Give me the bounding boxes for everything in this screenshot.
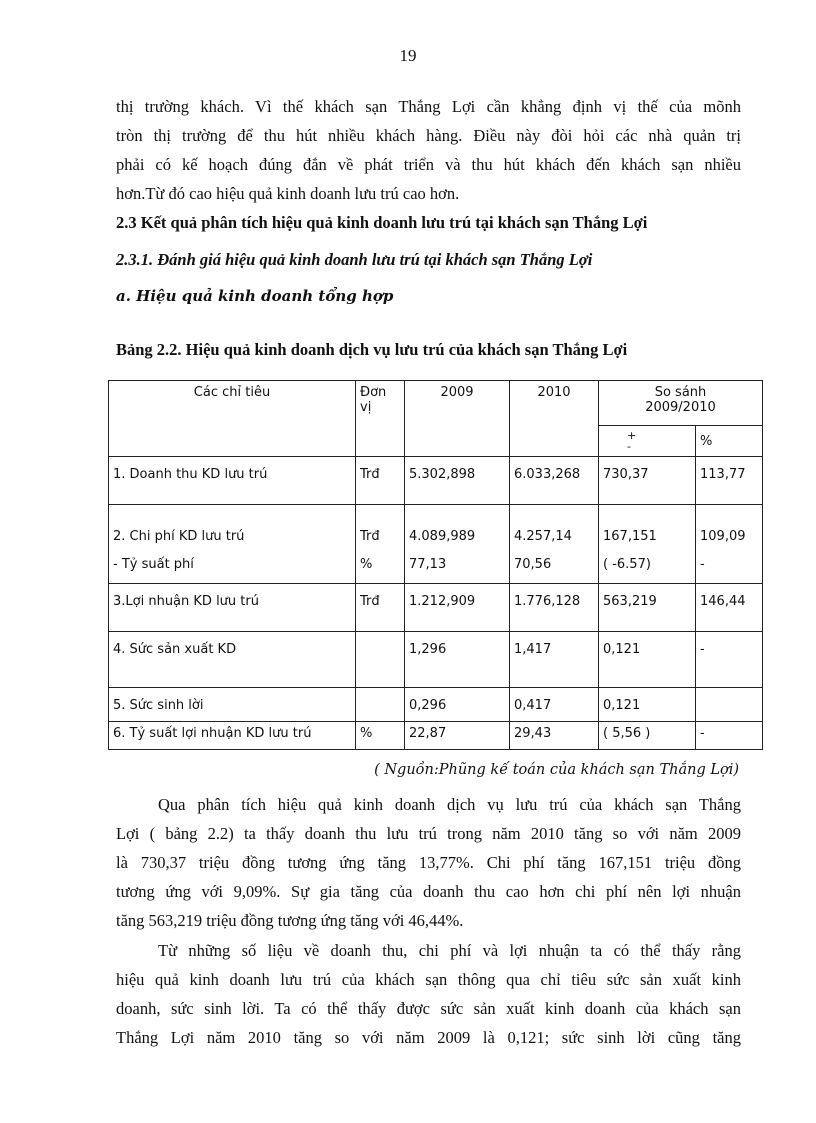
cell-line: 109,09 xyxy=(700,529,746,544)
cell-2009: 5.302,898 xyxy=(405,457,510,505)
cell-2010: 1.776,128 xyxy=(510,584,599,632)
table-source-note: ( Nguồn:Phũng kế toán của khách sạn Thắng Lợi) xyxy=(374,762,739,778)
text-line: thị trường khách. Vì thế khách sạn Thắng Lợi cần khẳng định vị thế của mõnh xyxy=(116,97,741,116)
cell-percent: - xyxy=(696,632,763,688)
cell-percent: - xyxy=(696,722,763,750)
cell-line: 4.257,14 xyxy=(514,529,572,544)
cell-diff: 563,219 xyxy=(599,584,696,632)
cell-indicator: 4. Sức sản xuất KD xyxy=(109,632,356,688)
cell-2010 xyxy=(510,505,599,584)
header-2010: 2010 xyxy=(510,381,599,457)
section-heading-2-3: 2.3 Kết quả phân tích hiệu quả kinh doanh lưu trú tại khách sạn Thắng Lợi xyxy=(116,213,648,232)
table-row xyxy=(109,505,763,584)
text-line: Từ những số liệu về doanh thu, chi phí và lợi nhuận ta có thể thấy rằng xyxy=(158,941,741,960)
cell-line: Trđ xyxy=(360,529,380,544)
header-diff-minus: - xyxy=(627,440,631,453)
text-line: tròn thị trường để thu hút nhiều khách hàng. Điều này đòi hỏi các nhà quản trị xyxy=(116,126,741,145)
table-caption: Bảng 2.2. Hiệu quả kinh doanh dịch vụ lưu trú của khách sạn Thắng Lợi xyxy=(116,340,628,359)
table-row xyxy=(109,688,763,722)
header-percent: % xyxy=(696,426,763,457)
header-unit xyxy=(356,381,405,457)
cell-unit xyxy=(356,632,405,688)
cell-line: 2. Chi phí KD lưu trú xyxy=(113,529,245,544)
cell-2010: 1,417 xyxy=(510,632,599,688)
cell-line: 70,56 xyxy=(514,557,552,572)
header-compare-line: 2009/2010 xyxy=(645,400,716,415)
cell-percent xyxy=(696,505,763,584)
header-diff-plus: + xyxy=(627,429,637,442)
header-diff xyxy=(599,426,696,457)
cell-indicator xyxy=(109,505,356,584)
page-number: 19 xyxy=(399,46,417,65)
intro-paragraph xyxy=(116,92,741,208)
table-row xyxy=(109,457,763,505)
header-compare xyxy=(599,381,763,426)
text-line: hiệu quả kinh doanh lưu trú của khách sạn thông qua chỉ tiêu sức sản xuất kinh xyxy=(116,970,741,989)
analysis-paragraph-1 xyxy=(116,790,741,935)
header-compare-line: So sánh xyxy=(654,385,707,400)
table-row xyxy=(109,632,763,688)
cell-line: 77,13 xyxy=(409,557,447,572)
text-line: tương ứng với 9,09%. Sự gia tăng của doanh thu cao hơn chi phí nên lợi nhuận xyxy=(116,882,741,901)
cell-line: 4.089,989 xyxy=(409,529,476,544)
cell-2010: 6.033,268 xyxy=(510,457,599,505)
text-line: là 730,37 triệu đồng tương ứng tăng 13,77%. Chi phí tăng 167,151 triệu đồng xyxy=(116,853,741,872)
cell-indicator: 3.Lợi nhuận KD lưu trú xyxy=(109,584,356,632)
cell-indicator: 1. Doanh thu KD lưu trú xyxy=(109,457,356,505)
table-header-row xyxy=(109,381,763,426)
cell-2009: 22,87 xyxy=(405,722,510,750)
text-line: phải có kế hoạch đúng đắn về phát triển và thu hút khách đến khách sạn nhiều xyxy=(116,155,741,174)
header-indicator: Các chỉ tiêu xyxy=(109,381,356,457)
header-unit-line: vị xyxy=(360,400,372,415)
section-heading-2-3-1: 2.3.1. Đánh giá hiệu quả kinh doanh lưu trú tại khách sạn Thắng Lợi xyxy=(116,250,593,269)
table-row xyxy=(109,584,763,632)
cell-diff: ( 5,56 ) xyxy=(599,722,696,750)
cell-line: % xyxy=(360,557,373,572)
cell-line: - xyxy=(700,557,705,572)
header-2009: 2009 xyxy=(405,381,510,457)
cell-percent: 113,77 xyxy=(696,457,763,505)
text-line: hơn.Từ đó cao hiệu quả kinh doanh lưu trú cao hơn. xyxy=(116,184,460,203)
cell-line: 167,151 xyxy=(603,529,657,544)
cell-percent: 146,44 xyxy=(696,584,763,632)
text-line: Thắng Lợi năm 2010 tăng so với năm 2009 là 0,121; sức sinh lời cũng tăng xyxy=(116,1028,741,1047)
text-line: Lợi ( bảng 2.2) ta thấy doanh thu lưu trú trong năm 2010 tăng so với năm 2009 xyxy=(116,824,741,843)
cell-indicator: 5. Sức sinh lời xyxy=(109,688,356,722)
data-table xyxy=(108,380,763,750)
cell-2009 xyxy=(405,505,510,584)
cell-unit: Trđ xyxy=(356,457,405,505)
cell-unit: % xyxy=(356,722,405,750)
cell-2010: 29,43 xyxy=(510,722,599,750)
text-line: doanh, sức sinh lời. Ta có thể thấy được sức sản xuất kinh doanh của khách sạn xyxy=(116,999,741,1018)
cell-unit xyxy=(356,688,405,722)
cell-diff: 0,121 xyxy=(599,632,696,688)
cell-2009: 0,296 xyxy=(405,688,510,722)
cell-unit: Trđ xyxy=(356,584,405,632)
cell-diff: 730,37 xyxy=(599,457,696,505)
cell-2009: 1,296 xyxy=(405,632,510,688)
cell-line: - Tỷ suất phí xyxy=(113,557,194,572)
cell-2009: 1.212,909 xyxy=(405,584,510,632)
header-unit-line: Đơn xyxy=(360,385,387,400)
analysis-paragraph-2 xyxy=(116,936,741,1052)
table-row xyxy=(109,722,763,750)
text-line: tăng 563,219 triệu đồng tương ứng tăng với 46,44%. xyxy=(116,911,464,930)
cell-2010: 0,417 xyxy=(510,688,599,722)
subheading-a: a. Hiệu quả kinh doanh tổng hợp xyxy=(116,287,394,305)
cell-percent xyxy=(696,688,763,722)
cell-unit xyxy=(356,505,405,584)
cell-diff: 0,121 xyxy=(599,688,696,722)
cell-indicator: 6. Tỷ suất lợi nhuận KD lưu trú xyxy=(109,722,356,750)
text-line: Qua phân tích hiệu quả kinh doanh dịch vụ lưu trú của khách sạn Thắng xyxy=(158,795,741,814)
cell-line: ( -6.57) xyxy=(603,557,651,572)
cell-diff xyxy=(599,505,696,584)
